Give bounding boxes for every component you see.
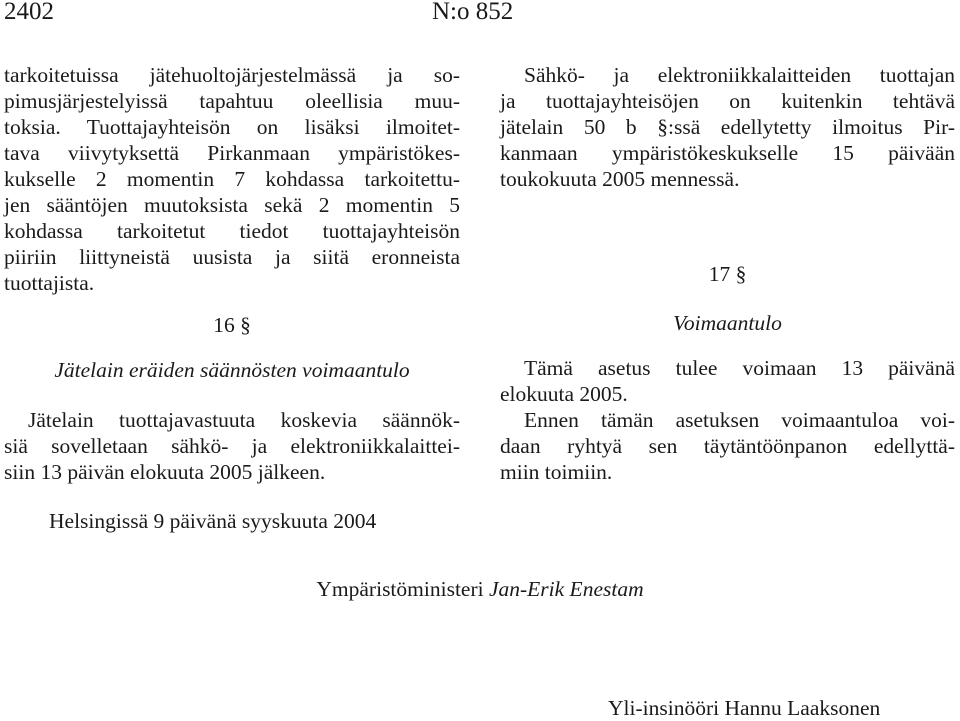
- page-number: 2402: [4, 0, 54, 25]
- text-line: miin toimiin.: [500, 460, 613, 484]
- section-17-number: 17 §: [708, 262, 747, 286]
- text-line: jen sääntöjen muutoksista sekä 2 momentin 5: [4, 193, 460, 217]
- text-line: tarkoitetuissa jätehuoltojärjestelmässä ja so-: [4, 63, 460, 87]
- section-17-body: [500, 355, 955, 485]
- place-date: Helsingissä 9 päivänä syyskuuta 2004: [49, 509, 377, 533]
- text-line: Ennen tämän asetuksen voimaantuloa voi-: [524, 408, 955, 432]
- section-16-body: [4, 407, 460, 485]
- text-line: siä sovelletaan sähkö- ja elektroniikkalaittei-: [4, 434, 460, 458]
- text-line: kanmaan ympäristökeskukselle 15 päivään: [500, 141, 955, 165]
- text-line: daan ryhtyä sen täytäntöönpanon edellyttä-: [500, 434, 955, 458]
- left-column: [4, 62, 460, 296]
- section-16-number: 16 §: [213, 313, 251, 337]
- text-line: Sähkö- ja elektroniikkalaitteiden tuottajan: [524, 63, 955, 87]
- section-17-title: Voimaantulo: [673, 311, 782, 335]
- text-line: ja tuottajayhteisöjen on kuitenkin tehtävä: [500, 89, 955, 113]
- text-line: tuottajista.: [4, 271, 95, 295]
- text-line: tava viivytyksettä Pirkanmaan ympäristökes-: [4, 141, 460, 165]
- issue-number: N:o 852: [432, 0, 514, 25]
- minister-signature: [0, 576, 960, 602]
- text-line: jätelain 50 b §:ssä edellytetty ilmoitus Pir-: [500, 115, 955, 139]
- text-line: piiriin liittyneistä uusista ja siitä eronneista: [4, 245, 460, 269]
- text-line: elokuuta 2005.: [500, 382, 628, 406]
- minister-name: Jan-Erik Enestam: [488, 577, 644, 601]
- minister-title: Ympäristöministeri: [316, 577, 484, 601]
- text-line: kukselle 2 momentin 7 kohdassa tarkoitettu-: [4, 167, 460, 191]
- section-16-title: Jätelain eräiden säännösten voimaantulo: [54, 358, 410, 382]
- left-paragraph: [4, 62, 460, 296]
- text-line: pimusjärjestelyissä tapahtuu oleellisia muu-: [4, 89, 460, 113]
- official-signature: Yli-insinööri Hannu Laaksonen: [608, 696, 881, 720]
- text-line: kohdassa tarkoitetut tiedot tuottajayhteisön: [4, 219, 460, 243]
- text-line: toukokuuta 2005 mennessä.: [500, 167, 740, 191]
- text-line: Tämä asetus tulee voimaan 13 päivänä: [524, 356, 955, 380]
- text-line: Jätelain tuottajavastuuta koskevia säännök-: [28, 408, 460, 432]
- text-line: toksia. Tuottajayhteisön on lisäksi ilmoitet-: [4, 115, 460, 139]
- text-line: siin 13 päivän elokuuta 2005 jälkeen.: [4, 460, 326, 484]
- right-column: [500, 62, 955, 192]
